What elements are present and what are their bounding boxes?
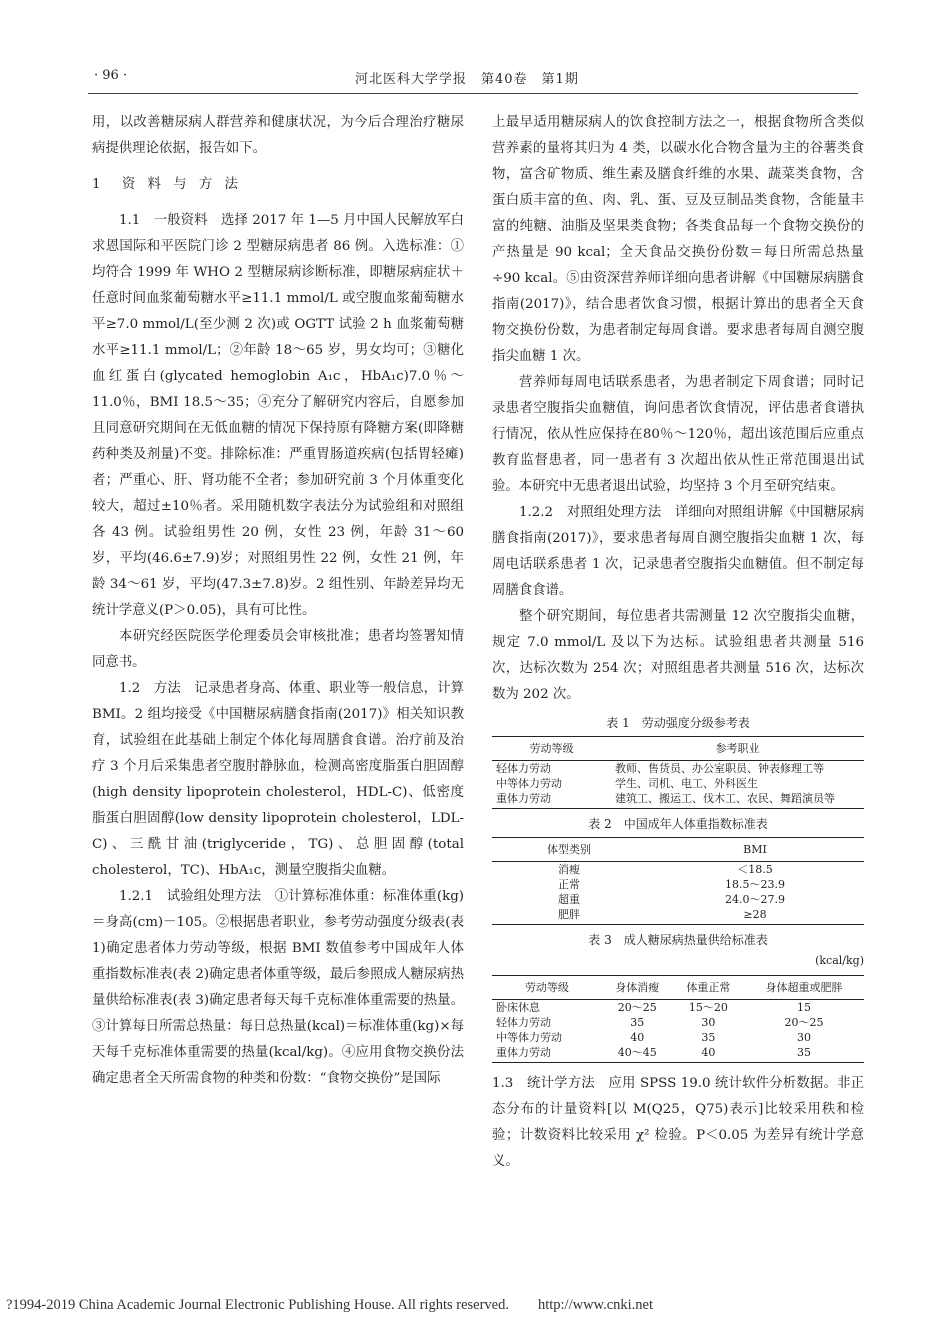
paragraph: 用，以改善糖尿病人群营养和健康状况，为今后合理治疗糖尿病提供理论依据，报告如下。 [92,115,464,156]
paragraph: 1.1 一般资料 选择 2017 年 1—5 月中国人民解放军白求恩国际和平医院门诊 2 型糖尿病患者 86 例。入选标准：①均符合 1999 年 WHO 2 型糖尿病诊断标准，即糖尿病症状＋任意时间血浆葡萄糖水平≥11.1 mmol/L 或空腹血浆葡萄糖水平≥7.0 mmol/L(至少测 2 次)或 OGTT 试验 2 h 血浆葡萄糖水平≥11.1 mmol/L；②年龄 18～65 岁，男女均可；③糖化血红蛋白(glycated hemoglobin A₁c，HbA₁c)7.0％～11.0％，BMI 18.5～35；④充分了解研究内容后，自愿参加且同意研究期间在无低血糖的情况下保持原有降糖方案(即降糖药种类及剂量)不变。排除标准：严重胃肠道疾病(包括胃轻瘫)者；严重心、肝、肾功能不全者；参加研究前 3 个月体重变化较大，超过±10％者。采用随机数字表法分为试验组和对照组各 43 例。试验组男性 20 例，女性 23 例，年龄 31～60 岁，平均(46.6±7.9)岁；对照组男性 22 例，女性 21 例，年龄 34～61 岁，平均(47.3±7.8)岁。2 组性别、年龄差异均无统计学意义(P＞0.05)，具有可比性。 [92,213,464,618]
paragraph: 1.3 统计学方法 应用 SPSS 19.0 统计软件分析数据。非正态分布的计量资料[以 M(Q25，Q75)表示]比较采用秩和检验；计数资料比较采用 χ² 检验。P＜0.05 为差异有统计学意义。 [492,1076,864,1169]
table-cell: 35 [630,1016,645,1029]
copyright-footer: ?1994-2019 China Academic Journal Electronic Publishing House. All rights reserved. http://www.cnki.net [6,1297,654,1313]
header-rule [88,93,858,94]
table-row [492,791,864,809]
table-row [492,877,864,892]
paragraph: 1.2.2 对照组处理方法 详细向对照组讲解《中国糖尿病膳食指南(2017)》，要求患者每周自测空腹指尖血糖 1 次，每周电话联系患者 1 次，记录患者空腹指尖血糖值。但不制定每周膳食食谱。 [492,505,864,598]
table-row [492,1030,864,1045]
table-cell: 15～20 [688,1001,728,1014]
table-row [492,862,864,878]
table-cell: 中等体力劳动 [496,777,562,790]
paragraph: 营养师每周电话联系患者，为患者制定下周食谱；同时记录患者空腹指尖血糖值，询问患者饮食情况，评估患者食谱执行情况，依从性应保持在80％～120％，超出该范围后应重点教育监督患者，同一患者有 3 次超出依从性正常范围退出试验。本研究中无患者退出试验，均坚持 3 个月至研究结束。 [492,375,864,494]
table-header: 体型类别 [492,838,646,862]
table-cell: ≥28 [646,907,864,925]
table-cell: 重体力劳动 [492,1045,602,1063]
table-header: 劳动等级 [492,976,602,1000]
left-column [92,110,464,1092]
table-row [492,1015,864,1030]
table-cell: 35 [701,1031,716,1044]
section-heading: 1 资 料 与 方 法 [92,177,242,192]
table-cell: 学生、司机、电工、外科医生 [615,777,759,790]
table-cell: ＜18.5 [737,863,773,876]
table-cell: 轻体力劳动 [496,1016,551,1029]
table3-unit: (kcal/kg) [815,954,864,967]
paragraph: 上最早适用糖尿病人的饮食控制方法之一，根据食物所含类似营养素的量将其归为 4 类，以碳水化合物含量为主的谷薯类食物，富含矿物质、维生素及膳食纤维的水果、蔬菜类食物，含蛋白质丰富的鱼、肉、乳、蛋、豆及豆制品类食物，含能量丰富的纯糖、油脂及坚果类食物；各类食品每一个食物交换份的产热量是 90 kcal；全天食品交换份份数＝每日所需总热量÷90 kcal。⑤由资深营养师详细向患者讲解《中国糖尿病膳食指南(2017)》，结合患者饮食习惯，根据计算出的患者全天食物交换份份数，为患者制定每周食谱。要求患者每周自测空腹指尖血糖 1 次。 [492,115,864,364]
table-cell: 中等体力劳动 [496,1031,562,1044]
table-cell: 建筑工、搬运工、伐木工、农民、舞蹈演员等 [611,791,864,809]
table-row [492,776,864,791]
right-column [492,110,864,1175]
table2-caption: 表 2 中国成年人体重指数标准表 [588,817,768,831]
table-cell: 40 [630,1031,645,1044]
table-cell: 肥胖 [492,907,646,925]
table-row [492,1045,864,1063]
table-header: BMI [646,838,864,862]
paragraph: 1.2 方法 记录患者身高、体重、职业等一般信息，计算 BMI。2 组均接受《中国糖尿病膳食指南(2017)》相关知识教育，试验组在此基础上制定个体化每周膳食食谱。治疗前及治疗 3 个月后采集患者空腹肘静脉血，检测高密度脂蛋白胆固醇(high density lipoprotein cholesterol，HDL-C)、低密度脂蛋白胆固醇(low density lipoprotein cholesterol，LDL-C)、三酰甘油(triglyceride，TG)、总胆固醇(total cholesterol，TC)、HbA₁c，测量空腹指尖血糖。 [92,681,464,878]
table-cell: 15 [796,1001,811,1014]
table-header: 身体超重或肥胖 [744,976,864,1000]
table-cell: 18.5～23.9 [724,878,785,891]
table-cell: 消瘦 [557,863,580,876]
table-header: 体重正常 [673,976,744,1000]
table-cell: 正常 [557,878,580,891]
table-cell: 轻体力劳动 [496,762,551,775]
table-cell: 教师、售货员、办公室职员、钟表修理工等 [615,762,825,775]
table-cell: 24.0～27.9 [724,893,785,906]
running-header [0,66,950,88]
table-cell: 40～45 [602,1045,673,1063]
table1 [492,736,864,809]
table-cell: 重体力劳动 [492,791,611,809]
table-cell: 卧床休息 [496,1001,540,1014]
table-header: 身体消瘦 [602,976,673,1000]
table-row [492,1000,864,1016]
journal-title: 河北医科大学学报 第40卷 第1期 [355,72,579,87]
table-cell: 40 [673,1045,744,1063]
table-row [492,892,864,907]
table3-caption: 表 3 成人糖尿病热量供给标准表 [588,933,768,947]
table-row [492,907,864,925]
table1-caption: 表 1 劳动强度分级参考表 [606,716,750,730]
page-number: · 96 · [94,68,128,83]
table-header: 参考职业 [611,737,864,761]
table3 [492,975,864,1063]
table-cell: 20～25 [784,1016,824,1029]
table-cell: 30 [796,1031,811,1044]
paragraph: 整个研究期间，每位患者共需测量 12 次空腹指尖血糖，规定 7.0 mmol/L 及以下为达标。试验组患者共测量 516 次，达标次数为 254 次；对照组患者共测量 516 次，达标次数为 202 次。 [492,609,864,702]
table-cell: 35 [744,1045,864,1063]
paragraph: 本研究经医院医学伦理委员会审核批准；患者均签署知情同意书。 [92,629,464,670]
table-cell: 30 [701,1016,716,1029]
table-header: 劳动等级 [492,737,611,761]
table-row [492,761,864,777]
paragraph: 1.2.1 试验组处理方法 ①计算标准体重：标准体重(kg)＝身高(cm)－105。②根据患者职业，参考劳动强度分级表(表 1)确定患者体力劳动等级，根据 BMI 数值参考中国成年人体重指数标准表(表 2)确定患者体重等级，最后参照成人糖尿病热量供给标准表(表 3)确定患者每天每千克标准体重需要的热量。③计算每日所需总热量：每日总热量(kcal)＝标准体重(kg)×每天每千克标准体重需要的热量(kcal/kg)。④应用食物交换份法确定患者全天所需食物的种类和份数：“食物交换份”是国际 [92,889,464,1086]
table-cell: 超重 [557,893,580,906]
table-cell: 20～25 [617,1001,657,1014]
table2 [492,837,864,925]
